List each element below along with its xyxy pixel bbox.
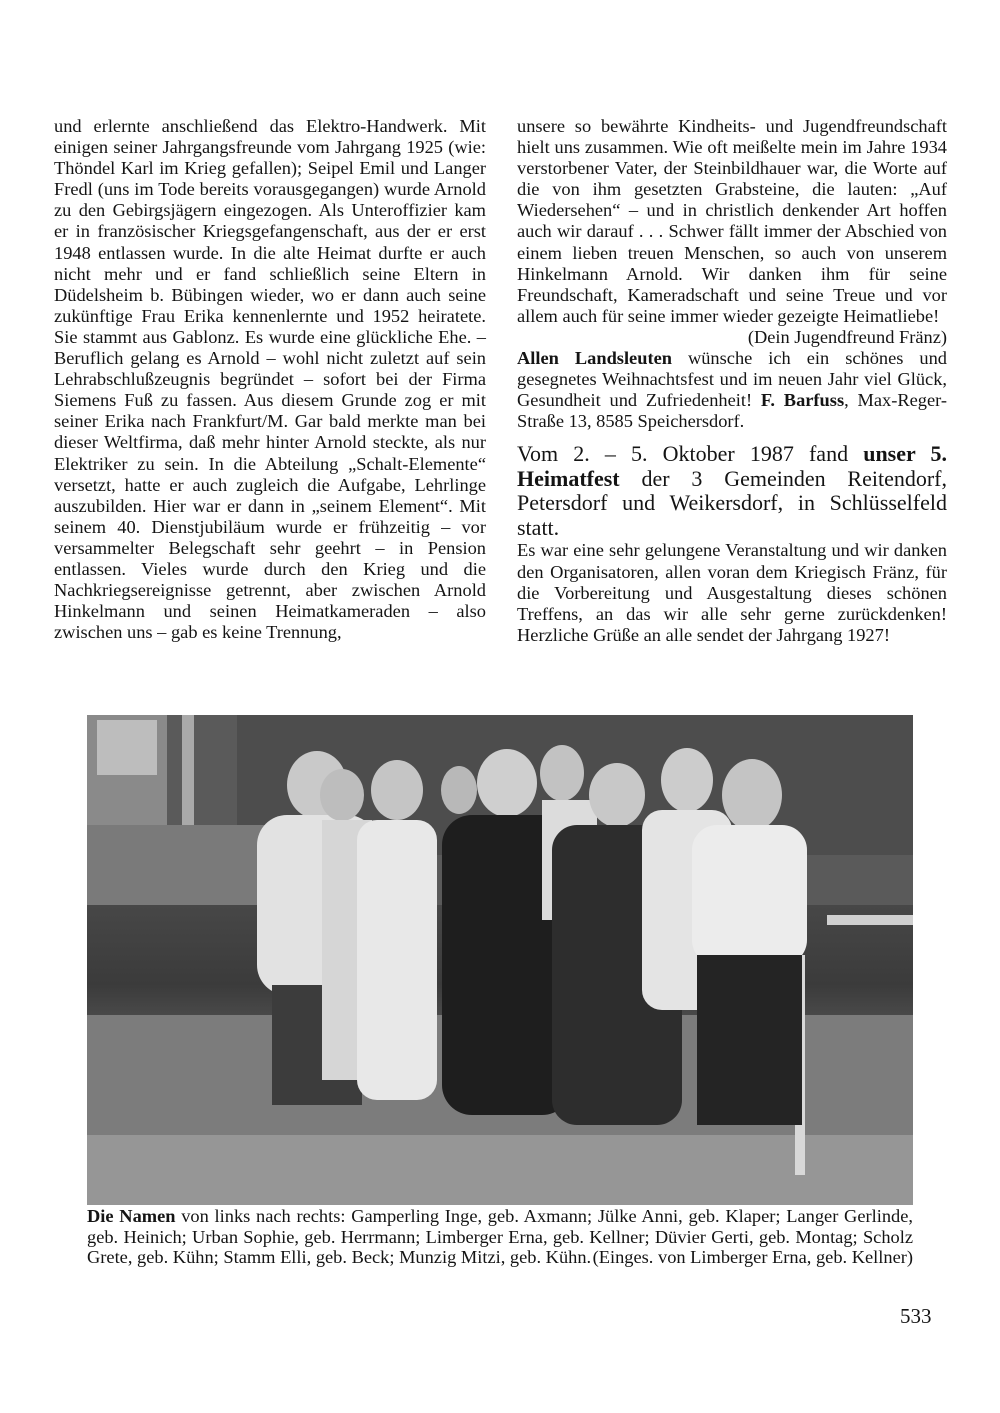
festival-bold: unser 5. Heimatfest [517,441,947,491]
left-column [54,116,486,643]
photo-caption [87,1206,913,1268]
right-column [517,116,947,646]
caption-credit: (Einges. von Limberger Erna, geb. Kellner) [592,1247,913,1267]
greeting-address: , Max-Reger-Straße 13, 8585 Speichersdorf. [517,390,947,432]
page-number: 533 [900,1304,932,1328]
festival-rest: der 3 Gemeinden Reitendorf, Petersdorf und Weikersdorf, in Schlüsselfeld statt. [517,465,947,540]
caption-lead: Die Namen [87,1206,176,1226]
greeting-bold: Allen Landsleuten [517,348,672,369]
caption-text: von links nach rechts: Gamperling Inge, geb. Axmann; Jülke Anni, geb. Klaper; Langer Gerlinde, geb. Heinich; Urban Sophie, geb. Herrmann; Limberger Erna, geb. Kellner; Düvier Gerti, geb. Montag; Scholz Grete, geb. Kühn; Stamm Elli, geb. Beck; Munzig Mitzi, geb. Kühn. [87,1206,913,1267]
christmas-greeting [517,348,947,432]
obituary-continuation: unsere so bewährte Kindheits- und Jugendfreundschaft hielt uns zusammen. Wie oft meißelte mein im Jahre 1934 verstorbener Vater, der Steinbildhauer war, die Worte auf die von ihm gesetzten Grabsteine, die lauten: „Auf Wiedersehen“ – und in christlich denkender Art hoffen auch wir darauf . . . Schwer fällt immer der Abschied von einem lieben treuen Menschen, so auch von unserem Hinkelmann Arnold. Wir danken ihm für seine Freundschaft, Kameradschaft und seine Treue und vor allem auch für seine immer wieder gezeigte Heimatliebe! [517,116,947,326]
left-paragraph: und erlernte anschließend das Elektro-Handwerk. Mit einigen seiner Jahrgangsfreunde vom Jahrgang 1925 (wie: Thöndel Karl im Krieg gefallen); Seipel Emil und Langer Fredl (uns im Tode bereits vorausgegangen) wurde Arnold zu den Gebirgsjägern eingezogen. Als Unteroffizier kam er in französischer Kriegsgefangenschaft, aus der er erst 1948 entlassen wurde. In die alte Heimat durfte er auch nicht mehr und er fand schließlich seine Eltern in Düdelsheim b. Bübingen wieder, wo er dann auch seine zukünftige Frau Erika kennenlernte und 1952 heiratete. Sie stammt aus Gablonz. Es wurde eine glückliche Ehe. – Beruflich gelang es Arnold – wohl nicht zuletzt auf sein Lehrabschlußzeugnis begründet – sofort bei der Firma Siemens Fuß zu fassen. Aus diesem Grunde zog er mit seiner Erika nach Frankfurt/M. Gar bald merkte man bei dieser Weltfirma, daß mehr hinter Arnold steckte, als nur Elektriker zu sein. In die Abteilung „Schalt-Elemente“ versetzt, hatte er auch zugleich die Aufgabe, Lehrlinge auszubilden. Hier war er dann in „seinem Element“. Mit seinem 40. Dienstjubiläum wurde er frühzeitig – vor versammelter Belegschaft sehr geehrt – in Pension entlassen. Vieles wurde durch den Krieg und die Nachkriegsereignisse getrennt, aber zwischen Arnold Hinkelmann und seinen Heimatkameraden – also zwischen uns – gab es keine Trennung, [54,116,486,643]
festival-report: Es war eine sehr gelungene Veranstaltung und wir danken den Organisatoren, allen voran dem Kriegisch Fränz, für die Vorbereitung und Ausgestaltung dieses schönen Treffens, an das wir alle sehr gerne zurückdenken! Herzliche Grüße an alle sendet der Jahrgang 1927! [517,540,947,645]
greeting-text: wünsche ich ein schönes und gesegnetes Weihnachtsfest und im neuen Jahr viel Glück, Gesundheit und Zufriedenheit! [517,348,947,411]
festival-heading [517,442,947,540]
greeting-name: F. Barfuss [760,390,845,411]
group-photo [87,715,913,1205]
group-photo-drawing [87,715,913,1205]
festival-intro: Vom 2. – 5. Oktober 1987 fand [517,441,864,467]
signature: (Dein Jugendfreund Fränz) [747,326,947,347]
